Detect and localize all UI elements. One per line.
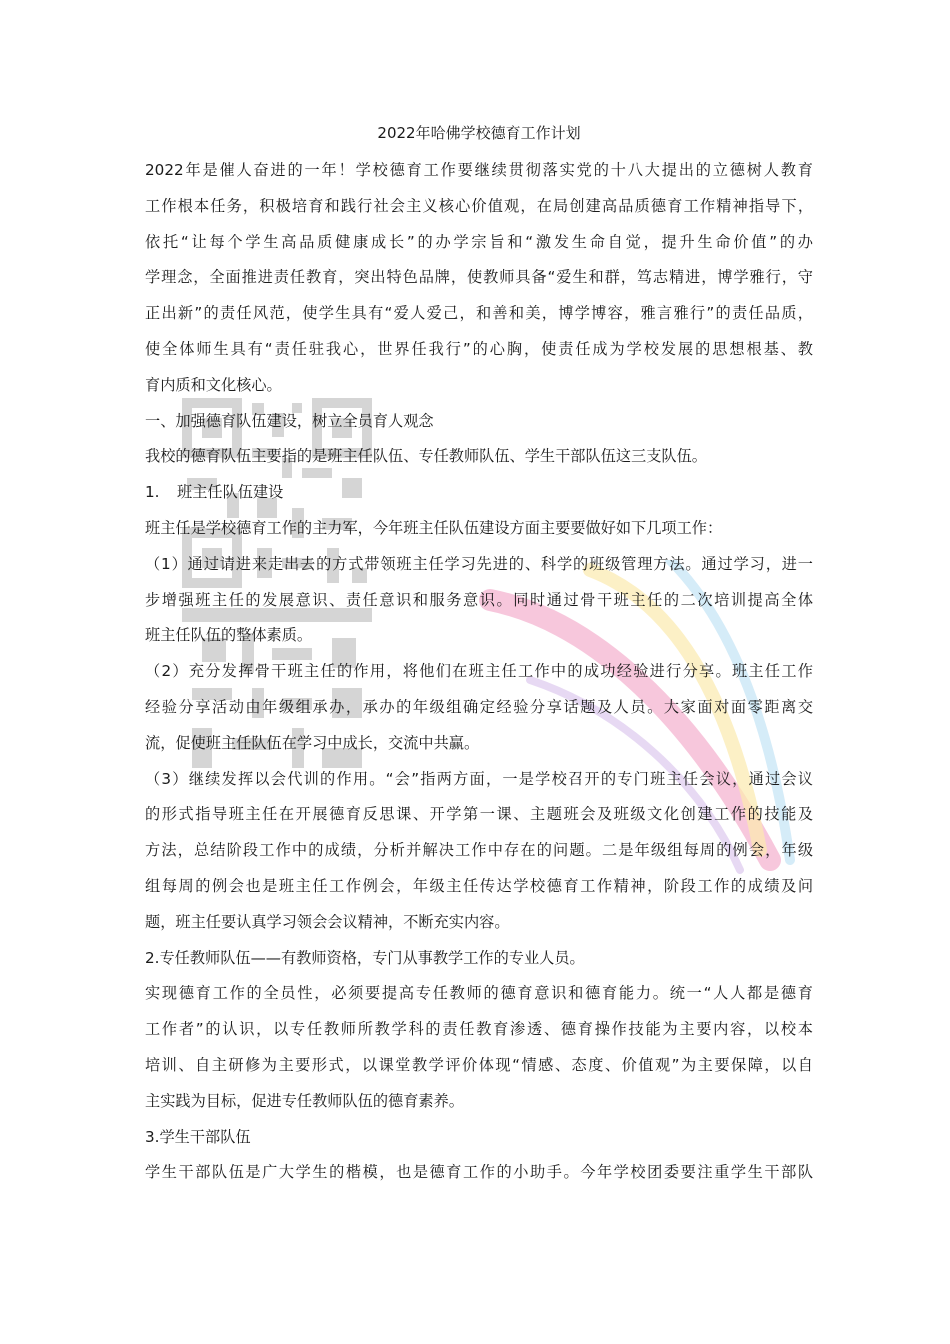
text-line: 培训、自主研修为主要形式，以课堂教学评价体现“情感、态度、价值观”为主要保障，以自 — [145, 1055, 813, 1074]
text-line: 2022年是催人奋进的一年！学校德育工作要继续贯彻落实党的十八大提出的立德树人教育 — [145, 161, 813, 179]
text-line: 学理念，全面推进责任教育，突出特色品牌，使教师具备“爱生和群，笃志精进，博学雅行，守 — [145, 268, 813, 287]
subsection-heading: 2.专任教师队伍——有教师资格，专门从事教学工作的专业人员。 — [145, 948, 585, 967]
text-line: 方法，总结阶段工作中的成绩，分析并解决工作中存在的问题。二是年级组每周的例会，年级 — [145, 841, 813, 860]
text-line: 工作根本任务，积极培育和践行社会主义核心价值观，在局创建高品质德育工作精神指导下， — [145, 196, 813, 215]
text-line: 主实践为目标，促进专任教师队伍的德育素养。 — [145, 1091, 464, 1110]
text-line: （2）充分发挥骨干班主任的作用，将他们在班主任工作中的成功经验进行分享。班主任工作 — [145, 662, 813, 681]
text-line: 组每周的例会也是班主任工作例会，年级主任传达学校德育工作精神，阶段工作的成绩及问 — [145, 876, 813, 895]
text-line: 的形式指导班主任在开展德育反思课、开学第一课、主题班会及班级文化创建工作的技能及 — [145, 805, 813, 824]
text-line: 工作者”的认识，以专任教师所教学科的责任教育渗透、德育操作技能为主要内容，以校本 — [145, 1020, 813, 1039]
text-line: （1）通过请进来走出去的方式带领班主任学习先进的、科学的班级管理方法。通过学习，进一 — [145, 554, 813, 573]
text-line: 依托“让每个学生高品质健康成长”的办学宗旨和“激发生命自觉，提升生命价值”的办 — [145, 232, 813, 251]
text-line: 题，班主任要认真学习领会会议精神，不断充实内容。 — [145, 912, 510, 931]
section-heading: 一、加强德育队伍建设，树立全员育人观念 — [145, 411, 434, 430]
text-line: 实现德育工作的全员性，必须要提高专任教师的德育意识和德育能力。统一“人人都是德育 — [145, 984, 813, 1003]
list-number: 1. — [145, 483, 160, 502]
document-title: 2022年哈佛学校德育工作计划 — [377, 124, 581, 142]
text-line: 我校的德育队伍主要指的是班主任队伍、专任教师队伍、学生干部队伍这三支队伍。 — [145, 447, 707, 466]
subsection-title: 班主任队伍建设 — [177, 483, 284, 502]
text-line: 使全体师生具有“责任驻我心，世界任我行”的心胸，使责任成为学校发展的思想根基、教 — [145, 339, 813, 358]
text-line: 步增强班主任的发展意识、责任意识和服务意识。同时通过骨干班主任的二次培训提高全体 — [145, 590, 813, 609]
document-page — [145, 118, 813, 1191]
subsection-heading — [145, 475, 813, 511]
document-body — [145, 153, 813, 1191]
text-line: 学生干部队伍是广大学生的楷模，也是德育工作的小助手。今年学校团委要注重学生干部队 — [145, 1163, 813, 1182]
text-line: （3）继续发挥以会代训的作用。“会”指两方面，一是学校召开的专门班主任会议，通过会议 — [145, 769, 813, 788]
subsection-heading: 3.学生干部队伍 — [145, 1127, 251, 1146]
text-line: 流，促使班主任队伍在学习中成长，交流中共赢。 — [145, 733, 480, 752]
text-line: 班主任队伍的整体素质。 — [145, 626, 313, 645]
text-line: 经验分享活动由年级组承办，承办的年级组确定经验分享话题及人员。大家面对面零距离交 — [145, 697, 813, 716]
text-line: 正出新”的责任风范，使学生具有“爱人爱己，和善和美，博学博容，雅言雅行”的责任品质， — [145, 304, 813, 323]
text-line: 班主任是学校德育工作的主力军，今年班主任队伍建设方面主要要做好如下几项工作： — [145, 518, 723, 537]
text-line: 育内质和文化核心。 — [145, 375, 282, 394]
